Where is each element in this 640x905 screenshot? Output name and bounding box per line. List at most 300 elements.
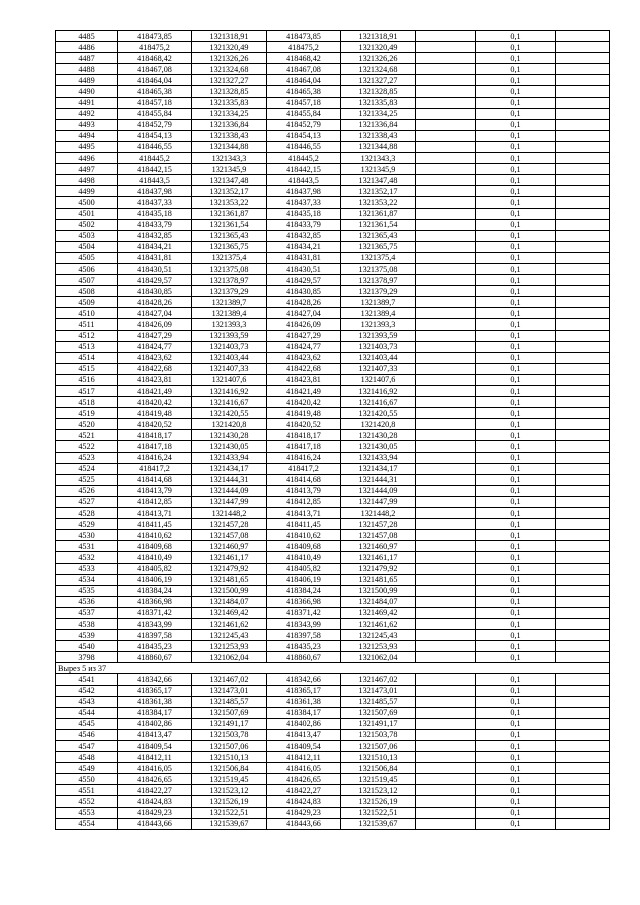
y-coordinate: 1321510,13 bbox=[192, 752, 267, 763]
empty-cell bbox=[416, 641, 476, 652]
table-row bbox=[56, 319, 610, 330]
x-coordinate: 418426,09 bbox=[118, 319, 192, 330]
accuracy: 0,1 bbox=[476, 97, 556, 108]
x-coordinate: 418428,26 bbox=[118, 297, 192, 308]
x-coordinate-2: 418430,85 bbox=[267, 286, 341, 297]
table-row bbox=[56, 286, 610, 297]
table-row bbox=[56, 275, 610, 286]
table-row bbox=[56, 585, 610, 596]
x-coordinate-2: 418437,33 bbox=[267, 197, 341, 208]
x-coordinate: 418422,68 bbox=[118, 363, 192, 374]
x-coordinate-2: 418402,86 bbox=[267, 718, 341, 729]
point-number: 4542 bbox=[56, 685, 118, 696]
empty-cell bbox=[556, 75, 610, 86]
point-number: 4526 bbox=[56, 485, 118, 496]
table-row bbox=[56, 64, 610, 75]
y-coordinate: 1321379,29 bbox=[192, 286, 267, 297]
empty-cell bbox=[556, 485, 610, 496]
point-number: 4516 bbox=[56, 374, 118, 385]
y-coordinate: 1321375,08 bbox=[192, 263, 267, 274]
x-coordinate: 418457,18 bbox=[118, 97, 192, 108]
section-divider bbox=[56, 663, 610, 674]
accuracy: 0,1 bbox=[476, 707, 556, 718]
x-coordinate-2: 418411,45 bbox=[267, 519, 341, 530]
empty-cell bbox=[416, 774, 476, 785]
empty-cell bbox=[416, 530, 476, 541]
x-coordinate: 418464,04 bbox=[118, 75, 192, 86]
point-number: 4519 bbox=[56, 408, 118, 419]
x-coordinate-2: 418465,38 bbox=[267, 86, 341, 97]
x-coordinate-2: 418384,24 bbox=[267, 585, 341, 596]
empty-cell bbox=[556, 774, 610, 785]
x-coordinate: 418420,42 bbox=[118, 397, 192, 408]
accuracy: 0,1 bbox=[476, 219, 556, 230]
table-row bbox=[56, 796, 610, 807]
empty-cell bbox=[556, 452, 610, 463]
y-coordinate: 1321457,28 bbox=[192, 519, 267, 530]
point-number: 4507 bbox=[56, 275, 118, 286]
empty-cell bbox=[556, 552, 610, 563]
empty-cell bbox=[416, 696, 476, 707]
y-coordinate: 1321353,22 bbox=[192, 197, 267, 208]
empty-cell bbox=[416, 519, 476, 530]
empty-cell bbox=[556, 541, 610, 552]
x-coordinate-2: 418371,42 bbox=[267, 607, 341, 618]
x-coordinate-2: 418406,19 bbox=[267, 574, 341, 585]
empty-cell bbox=[416, 319, 476, 330]
empty-cell bbox=[556, 252, 610, 263]
empty-cell bbox=[556, 508, 610, 519]
table-row bbox=[56, 97, 610, 108]
y-coordinate: 1321484,07 bbox=[192, 596, 267, 607]
accuracy: 0,1 bbox=[476, 718, 556, 729]
y-coordinate-2: 1321433,94 bbox=[341, 452, 416, 463]
x-coordinate: 418860,67 bbox=[118, 652, 192, 663]
accuracy: 0,1 bbox=[476, 119, 556, 130]
x-coordinate-2: 418435,23 bbox=[267, 641, 341, 652]
x-coordinate-2: 418366,98 bbox=[267, 596, 341, 607]
y-coordinate: 1321434,17 bbox=[192, 463, 267, 474]
point-number: 4522 bbox=[56, 441, 118, 452]
y-coordinate-2: 1321467,02 bbox=[341, 674, 416, 685]
empty-cell bbox=[556, 308, 610, 319]
table-row bbox=[56, 363, 610, 374]
y-coordinate-2: 1321523,12 bbox=[341, 785, 416, 796]
point-number: 4493 bbox=[56, 119, 118, 130]
x-coordinate-2: 418432,85 bbox=[267, 230, 341, 241]
accuracy: 0,1 bbox=[476, 596, 556, 607]
accuracy: 0,1 bbox=[476, 341, 556, 352]
y-coordinate-2: 1321353,22 bbox=[341, 197, 416, 208]
empty-cell bbox=[416, 452, 476, 463]
table-row bbox=[56, 463, 610, 474]
empty-cell bbox=[556, 474, 610, 485]
x-coordinate-2: 418443,66 bbox=[267, 818, 341, 829]
point-number: 4536 bbox=[56, 596, 118, 607]
accuracy: 0,1 bbox=[476, 696, 556, 707]
x-coordinate-2: 418409,68 bbox=[267, 541, 341, 552]
table-row bbox=[56, 696, 610, 707]
table-row bbox=[56, 153, 610, 164]
empty-cell bbox=[556, 596, 610, 607]
x-coordinate: 418410,49 bbox=[118, 552, 192, 563]
empty-cell bbox=[416, 75, 476, 86]
table-row bbox=[56, 496, 610, 507]
y-coordinate-2: 1321506,84 bbox=[341, 763, 416, 774]
x-coordinate: 418414,68 bbox=[118, 474, 192, 485]
y-coordinate-2: 1321062,04 bbox=[341, 652, 416, 663]
point-number: 4546 bbox=[56, 729, 118, 740]
accuracy: 0,1 bbox=[476, 685, 556, 696]
table-row bbox=[56, 519, 610, 530]
x-coordinate-2: 418464,04 bbox=[267, 75, 341, 86]
point-number: 4550 bbox=[56, 774, 118, 785]
empty-cell bbox=[416, 352, 476, 363]
empty-cell bbox=[556, 86, 610, 97]
y-coordinate-2: 1321510,13 bbox=[341, 752, 416, 763]
x-coordinate-2: 418422,27 bbox=[267, 785, 341, 796]
empty-cell bbox=[556, 752, 610, 763]
empty-cell bbox=[416, 818, 476, 829]
empty-cell bbox=[556, 463, 610, 474]
x-coordinate: 418443,5 bbox=[118, 175, 192, 186]
y-coordinate-2: 1321318,91 bbox=[341, 31, 416, 42]
empty-cell bbox=[556, 352, 610, 363]
y-coordinate: 1321338,43 bbox=[192, 130, 267, 141]
y-coordinate-2: 1321336,84 bbox=[341, 119, 416, 130]
accuracy: 0,1 bbox=[476, 164, 556, 175]
accuracy: 0,1 bbox=[476, 430, 556, 441]
y-coordinate-2: 1321375,4 bbox=[341, 252, 416, 263]
y-coordinate: 1321526,19 bbox=[192, 796, 267, 807]
point-number: 4503 bbox=[56, 230, 118, 241]
x-coordinate-2: 418365,17 bbox=[267, 685, 341, 696]
accuracy: 0,1 bbox=[476, 53, 556, 64]
empty-cell bbox=[556, 286, 610, 297]
x-coordinate: 418427,29 bbox=[118, 330, 192, 341]
y-coordinate-2: 1321320,49 bbox=[341, 42, 416, 53]
accuracy: 0,1 bbox=[476, 674, 556, 685]
y-coordinate-2: 1321245,43 bbox=[341, 630, 416, 641]
table-row bbox=[56, 618, 610, 629]
accuracy: 0,1 bbox=[476, 352, 556, 363]
empty-cell bbox=[416, 363, 476, 374]
x-coordinate: 418420,52 bbox=[118, 419, 192, 430]
table-row bbox=[56, 252, 610, 263]
empty-cell bbox=[556, 585, 610, 596]
point-number: 4537 bbox=[56, 607, 118, 618]
point-number: 4533 bbox=[56, 563, 118, 574]
x-coordinate: 418343,99 bbox=[118, 618, 192, 629]
empty-cell bbox=[556, 807, 610, 818]
y-coordinate-2: 1321335,83 bbox=[341, 97, 416, 108]
empty-cell bbox=[416, 308, 476, 319]
x-coordinate: 418429,57 bbox=[118, 275, 192, 286]
accuracy: 0,1 bbox=[476, 641, 556, 652]
x-coordinate: 418467,08 bbox=[118, 64, 192, 75]
x-coordinate-2: 418429,57 bbox=[267, 275, 341, 286]
empty-cell bbox=[556, 785, 610, 796]
y-coordinate: 1321519,45 bbox=[192, 774, 267, 785]
y-coordinate-2: 1321444,09 bbox=[341, 485, 416, 496]
table-row bbox=[56, 119, 610, 130]
empty-cell bbox=[556, 175, 610, 186]
empty-cell bbox=[556, 607, 610, 618]
empty-cell bbox=[416, 552, 476, 563]
point-number: 4512 bbox=[56, 330, 118, 341]
y-coordinate: 1321485,57 bbox=[192, 696, 267, 707]
accuracy: 0,1 bbox=[476, 108, 556, 119]
x-coordinate: 418427,04 bbox=[118, 308, 192, 319]
y-coordinate: 1321461,17 bbox=[192, 552, 267, 563]
accuracy: 0,1 bbox=[476, 330, 556, 341]
empty-cell bbox=[556, 42, 610, 53]
x-coordinate-2: 418446,55 bbox=[267, 141, 341, 152]
accuracy: 0,1 bbox=[476, 208, 556, 219]
y-coordinate: 1321407,6 bbox=[192, 374, 267, 385]
empty-cell bbox=[416, 208, 476, 219]
table-row bbox=[56, 263, 610, 274]
y-coordinate: 1321416,67 bbox=[192, 397, 267, 408]
table-body-part-1 bbox=[56, 31, 610, 663]
y-coordinate: 1321522,51 bbox=[192, 807, 267, 818]
empty-cell bbox=[416, 374, 476, 385]
y-coordinate: 1321433,94 bbox=[192, 452, 267, 463]
point-number: 4487 bbox=[56, 53, 118, 64]
x-coordinate: 418417,18 bbox=[118, 441, 192, 452]
y-coordinate: 1321334,25 bbox=[192, 108, 267, 119]
accuracy: 0,1 bbox=[476, 741, 556, 752]
y-coordinate-2: 1321343,3 bbox=[341, 153, 416, 164]
accuracy: 0,1 bbox=[476, 530, 556, 541]
y-coordinate-2: 1321407,6 bbox=[341, 374, 416, 385]
empty-cell bbox=[416, 541, 476, 552]
empty-cell bbox=[416, 607, 476, 618]
y-coordinate-2: 1321448,2 bbox=[341, 508, 416, 519]
x-coordinate-2: 418405,82 bbox=[267, 563, 341, 574]
x-coordinate: 418406,19 bbox=[118, 574, 192, 585]
point-number: 4538 bbox=[56, 618, 118, 629]
x-coordinate: 418455,84 bbox=[118, 108, 192, 119]
y-coordinate-2: 1321526,19 bbox=[341, 796, 416, 807]
point-number: 4545 bbox=[56, 718, 118, 729]
x-coordinate-2: 418419,48 bbox=[267, 408, 341, 419]
y-coordinate-2: 1321378,97 bbox=[341, 275, 416, 286]
empty-cell bbox=[416, 164, 476, 175]
y-coordinate: 1321393,3 bbox=[192, 319, 267, 330]
y-coordinate: 1321320,49 bbox=[192, 42, 267, 53]
empty-cell bbox=[556, 153, 610, 164]
table-row bbox=[56, 807, 610, 818]
table-row bbox=[56, 563, 610, 574]
point-number: 4548 bbox=[56, 752, 118, 763]
table-row bbox=[56, 241, 610, 252]
x-coordinate: 418437,98 bbox=[118, 186, 192, 197]
x-coordinate: 418443,66 bbox=[118, 818, 192, 829]
y-coordinate-2: 1321507,69 bbox=[341, 707, 416, 718]
y-coordinate: 1321361,87 bbox=[192, 208, 267, 219]
y-coordinate-2: 1321365,43 bbox=[341, 230, 416, 241]
x-coordinate-2: 418457,18 bbox=[267, 97, 341, 108]
empty-cell bbox=[416, 596, 476, 607]
empty-cell bbox=[556, 31, 610, 42]
y-coordinate-2: 1321457,28 bbox=[341, 519, 416, 530]
point-number: 4532 bbox=[56, 552, 118, 563]
accuracy: 0,1 bbox=[476, 541, 556, 552]
point-number: 4552 bbox=[56, 796, 118, 807]
empty-cell bbox=[556, 53, 610, 64]
x-coordinate: 418430,85 bbox=[118, 286, 192, 297]
y-coordinate-2: 1321503,78 bbox=[341, 729, 416, 740]
x-coordinate-2: 418431,81 bbox=[267, 252, 341, 263]
y-coordinate-2: 1321327,27 bbox=[341, 75, 416, 86]
x-coordinate: 418431,81 bbox=[118, 252, 192, 263]
accuracy: 0,1 bbox=[476, 386, 556, 397]
y-coordinate-2: 1321375,08 bbox=[341, 263, 416, 274]
empty-cell bbox=[416, 485, 476, 496]
x-coordinate: 418432,85 bbox=[118, 230, 192, 241]
empty-cell bbox=[416, 386, 476, 397]
y-coordinate: 1321347,48 bbox=[192, 175, 267, 186]
point-number: 4511 bbox=[56, 319, 118, 330]
point-number: 4524 bbox=[56, 463, 118, 474]
x-coordinate: 418424,83 bbox=[118, 796, 192, 807]
y-coordinate: 1321503,78 bbox=[192, 729, 267, 740]
empty-cell bbox=[556, 718, 610, 729]
accuracy: 0,1 bbox=[476, 818, 556, 829]
empty-cell bbox=[416, 286, 476, 297]
y-coordinate: 1321326,26 bbox=[192, 53, 267, 64]
y-coordinate: 1321365,75 bbox=[192, 241, 267, 252]
point-number: 4517 bbox=[56, 386, 118, 397]
point-number: 4510 bbox=[56, 308, 118, 319]
x-coordinate: 418412,85 bbox=[118, 496, 192, 507]
empty-cell bbox=[416, 86, 476, 97]
y-coordinate-2: 1321403,73 bbox=[341, 341, 416, 352]
empty-cell bbox=[416, 31, 476, 42]
table-row bbox=[56, 374, 610, 385]
y-coordinate: 1321467,02 bbox=[192, 674, 267, 685]
table-row bbox=[56, 341, 610, 352]
empty-cell bbox=[416, 707, 476, 718]
table-row bbox=[56, 552, 610, 563]
accuracy: 0,1 bbox=[476, 618, 556, 629]
accuracy: 0,1 bbox=[476, 286, 556, 297]
accuracy: 0,1 bbox=[476, 729, 556, 740]
empty-cell bbox=[556, 685, 610, 696]
table-row bbox=[56, 141, 610, 152]
table-row bbox=[56, 42, 610, 53]
x-coordinate-2: 418423,81 bbox=[267, 374, 341, 385]
point-number: 4551 bbox=[56, 785, 118, 796]
y-coordinate-2: 1321416,67 bbox=[341, 397, 416, 408]
y-coordinate: 1321253,93 bbox=[192, 641, 267, 652]
empty-cell bbox=[556, 275, 610, 286]
y-coordinate: 1321393,59 bbox=[192, 330, 267, 341]
y-coordinate-2: 1321481,65 bbox=[341, 574, 416, 585]
table-row bbox=[56, 75, 610, 86]
y-coordinate: 1321523,12 bbox=[192, 785, 267, 796]
y-coordinate-2: 1321379,29 bbox=[341, 286, 416, 297]
empty-cell bbox=[556, 818, 610, 829]
point-number: 4504 bbox=[56, 241, 118, 252]
table-row bbox=[56, 485, 610, 496]
accuracy: 0,1 bbox=[476, 630, 556, 641]
table-row bbox=[56, 530, 610, 541]
empty-cell bbox=[416, 408, 476, 419]
x-coordinate: 418366,98 bbox=[118, 596, 192, 607]
y-coordinate: 1321407,33 bbox=[192, 363, 267, 374]
accuracy: 0,1 bbox=[476, 42, 556, 53]
y-coordinate: 1321403,44 bbox=[192, 352, 267, 363]
y-coordinate-2: 1321407,33 bbox=[341, 363, 416, 374]
empty-cell bbox=[416, 574, 476, 585]
y-coordinate: 1321318,91 bbox=[192, 31, 267, 42]
accuracy: 0,1 bbox=[476, 75, 556, 86]
point-number: 4521 bbox=[56, 430, 118, 441]
x-coordinate-2: 418420,52 bbox=[267, 419, 341, 430]
y-coordinate: 1321345,9 bbox=[192, 164, 267, 175]
y-coordinate-2: 1321403,44 bbox=[341, 352, 416, 363]
empty-cell bbox=[416, 763, 476, 774]
y-coordinate-2: 1321393,3 bbox=[341, 319, 416, 330]
empty-cell bbox=[556, 530, 610, 541]
accuracy: 0,1 bbox=[476, 397, 556, 408]
y-coordinate-2: 1321416,92 bbox=[341, 386, 416, 397]
x-coordinate-2: 418473,85 bbox=[267, 31, 341, 42]
x-coordinate: 418418,17 bbox=[118, 430, 192, 441]
x-coordinate-2: 418426,65 bbox=[267, 774, 341, 785]
coordinates-table bbox=[55, 30, 610, 830]
y-coordinate-2: 1321389,4 bbox=[341, 308, 416, 319]
table-row bbox=[56, 386, 610, 397]
y-coordinate-2: 1321393,59 bbox=[341, 330, 416, 341]
y-coordinate: 1321365,43 bbox=[192, 230, 267, 241]
table-row bbox=[56, 630, 610, 641]
x-coordinate: 418413,47 bbox=[118, 729, 192, 740]
x-coordinate: 418442,15 bbox=[118, 164, 192, 175]
table-row bbox=[56, 352, 610, 363]
x-coordinate: 418419,48 bbox=[118, 408, 192, 419]
accuracy: 0,1 bbox=[476, 241, 556, 252]
empty-cell bbox=[556, 208, 610, 219]
point-number: 4529 bbox=[56, 519, 118, 530]
x-coordinate-2: 418384,17 bbox=[267, 707, 341, 718]
accuracy: 0,1 bbox=[476, 363, 556, 374]
point-number: 4506 bbox=[56, 263, 118, 274]
accuracy: 0,1 bbox=[476, 419, 556, 430]
x-coordinate-2: 418412,11 bbox=[267, 752, 341, 763]
x-coordinate-2: 418454,13 bbox=[267, 130, 341, 141]
y-coordinate-2: 1321444,31 bbox=[341, 474, 416, 485]
table-row bbox=[56, 718, 610, 729]
x-coordinate-2: 418420,42 bbox=[267, 397, 341, 408]
x-coordinate-2: 418429,23 bbox=[267, 807, 341, 818]
point-number: 4509 bbox=[56, 297, 118, 308]
table-row bbox=[56, 308, 610, 319]
point-number: 4543 bbox=[56, 696, 118, 707]
point-number: 4531 bbox=[56, 541, 118, 552]
empty-cell bbox=[416, 42, 476, 53]
table-row bbox=[56, 219, 610, 230]
point-number: 4492 bbox=[56, 108, 118, 119]
empty-cell bbox=[556, 408, 610, 419]
accuracy: 0,1 bbox=[476, 153, 556, 164]
y-coordinate: 1321336,84 bbox=[192, 119, 267, 130]
point-number: 4553 bbox=[56, 807, 118, 818]
y-coordinate: 1321430,05 bbox=[192, 441, 267, 452]
accuracy: 0,1 bbox=[476, 275, 556, 286]
